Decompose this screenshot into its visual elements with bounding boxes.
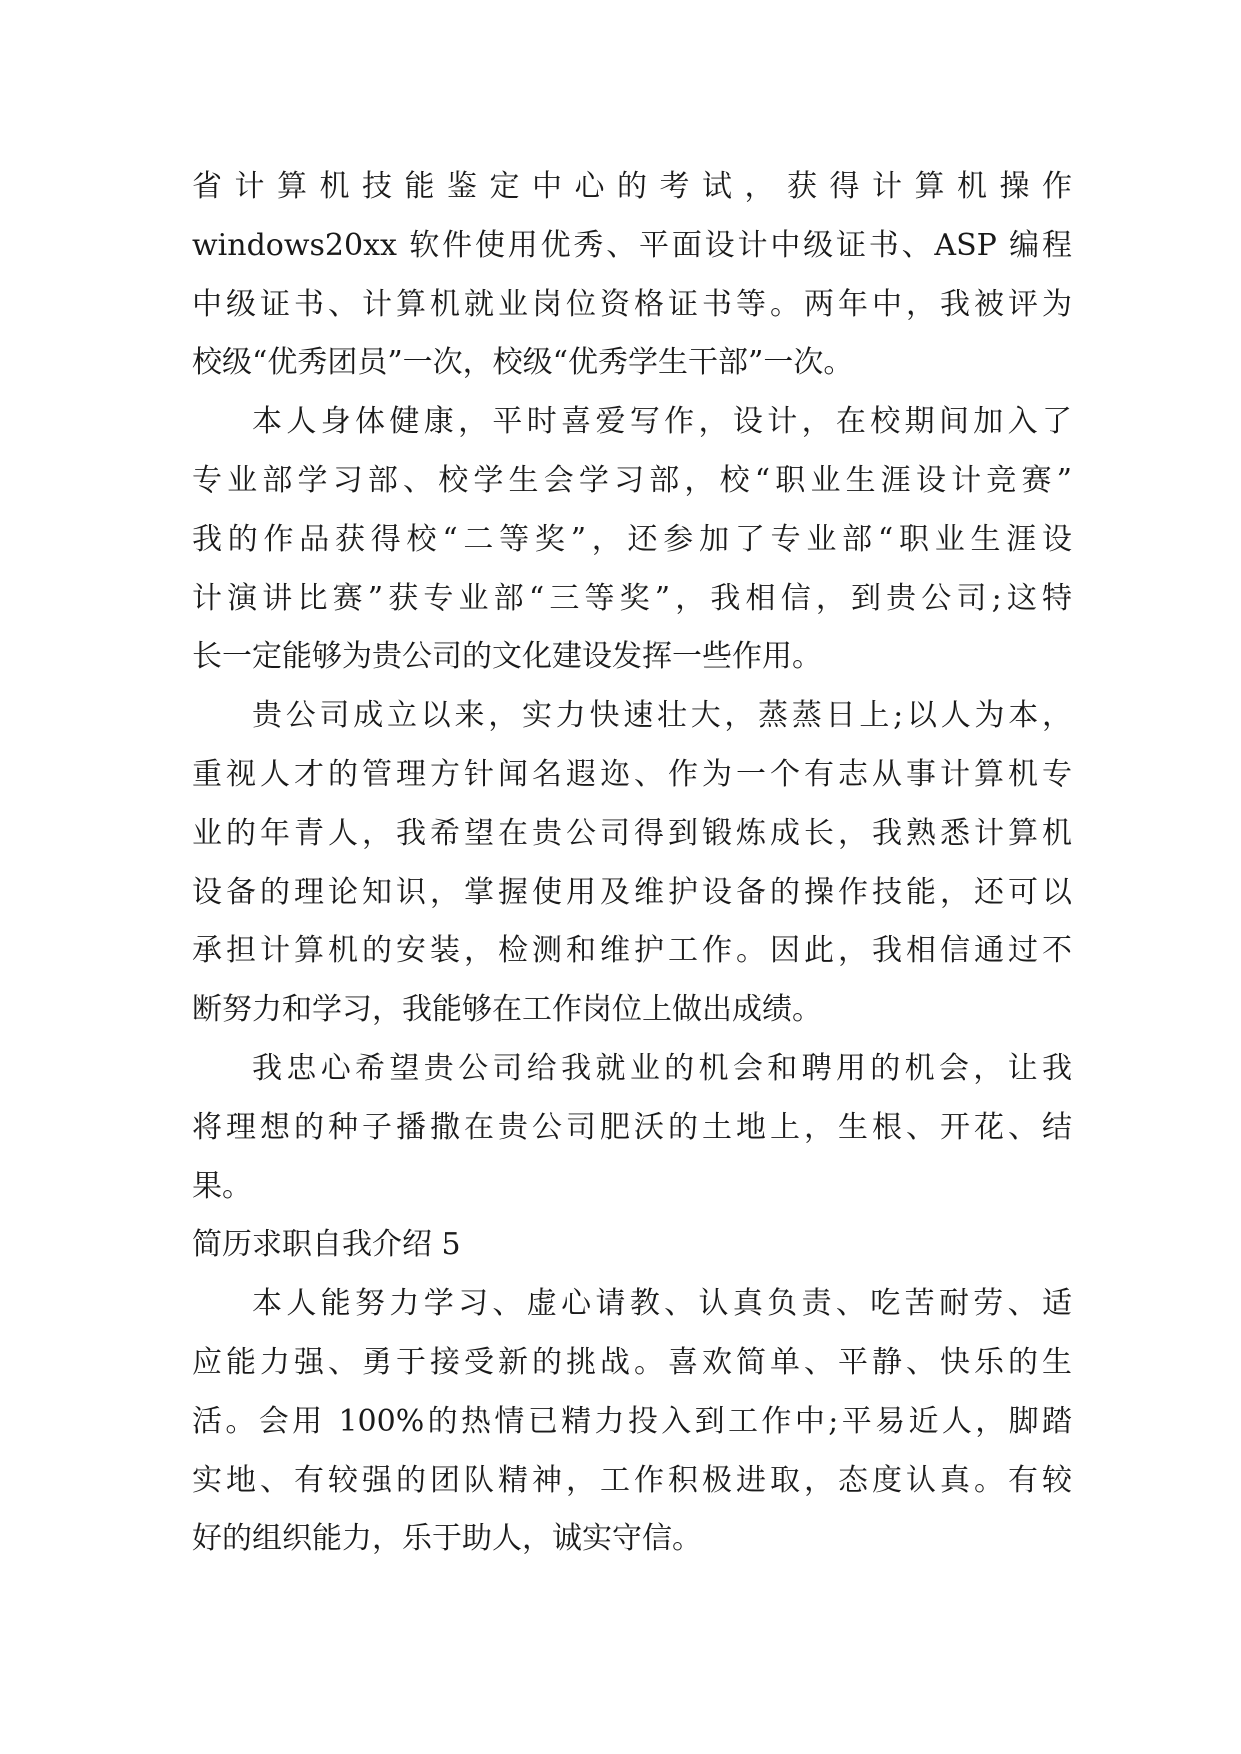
- text-line: 断努力和学习，我能够在工作岗位上做出成绩。: [192, 992, 822, 1028]
- text-line: 贵公司成立以来，实力快速壮大，蒸蒸日上;以人为本，: [252, 698, 1072, 734]
- text-line: 业的年青人，我希望在贵公司得到锻炼成长，我熟悉计算机: [192, 815, 1072, 851]
- section-heading: 简历求职自我介绍 5: [192, 1227, 461, 1263]
- text-line: 本人身体健康，平时喜爱写作，设计，在校期间加入了: [252, 404, 1072, 440]
- text-line: 计演讲比赛”获专业部“三等奖”，我相信，到贵公司;这特: [192, 580, 1072, 616]
- text-line: 专业部学习部、校学生会学习部，校“职业生涯设计竞赛”: [192, 462, 1072, 498]
- document-body: [192, 158, 1072, 1569]
- text-line: 应能力强、勇于接受新的挑战。喜欢简单、平静、快乐的生: [192, 1344, 1072, 1380]
- text-line: 我忠心希望贵公司给我就业的机会和聘用的机会，让我: [252, 1050, 1072, 1086]
- text-line: 省计算机技能鉴定中心的考试，获得计算机操作: [192, 169, 1072, 204]
- text-line: 重视人才的管理方针闻名遐迩、作为一个有志从事计算机专: [192, 756, 1072, 792]
- text-line: 本人能努力学习、虚心请教、认真负责、吃苦耐劳、适: [252, 1286, 1072, 1322]
- text-line: 活。会用 100%的热情已精力投入到工作中;平易近人，脚踏: [192, 1403, 1072, 1439]
- text-line: 中级证书、计算机就业岗位资格证书等。两年中，我被评为: [192, 286, 1072, 322]
- text-line: 校级“优秀团员”一次，校级“优秀学生干部”一次。: [192, 345, 854, 381]
- text-line: 好的组织能力，乐于助人，诚实守信。: [192, 1521, 702, 1557]
- text-line: 将理想的种子播撒在贵公司肥沃的土地上，生根、开花、结: [192, 1109, 1072, 1145]
- text-line: 我的作品获得校“二等奖”，还参加了专业部“职业生涯设: [192, 521, 1072, 557]
- text-line: 设备的理论知识，掌握使用及维护设备的操作技能，还可以: [192, 874, 1072, 910]
- text-line: 承担计算机的安装，检测和维护工作。因此，我相信通过不: [192, 933, 1072, 969]
- text-line: 实地、有较强的团队精神，工作积极进取，态度认真。有较: [192, 1462, 1072, 1498]
- text-line: 果。: [192, 1168, 252, 1204]
- text-line: windows20xx 软件使用优秀、平面设计中级证书、ASP 编程: [192, 227, 1072, 263]
- text-line: 长一定能够为贵公司的文化建设发挥一些作用。: [192, 639, 822, 675]
